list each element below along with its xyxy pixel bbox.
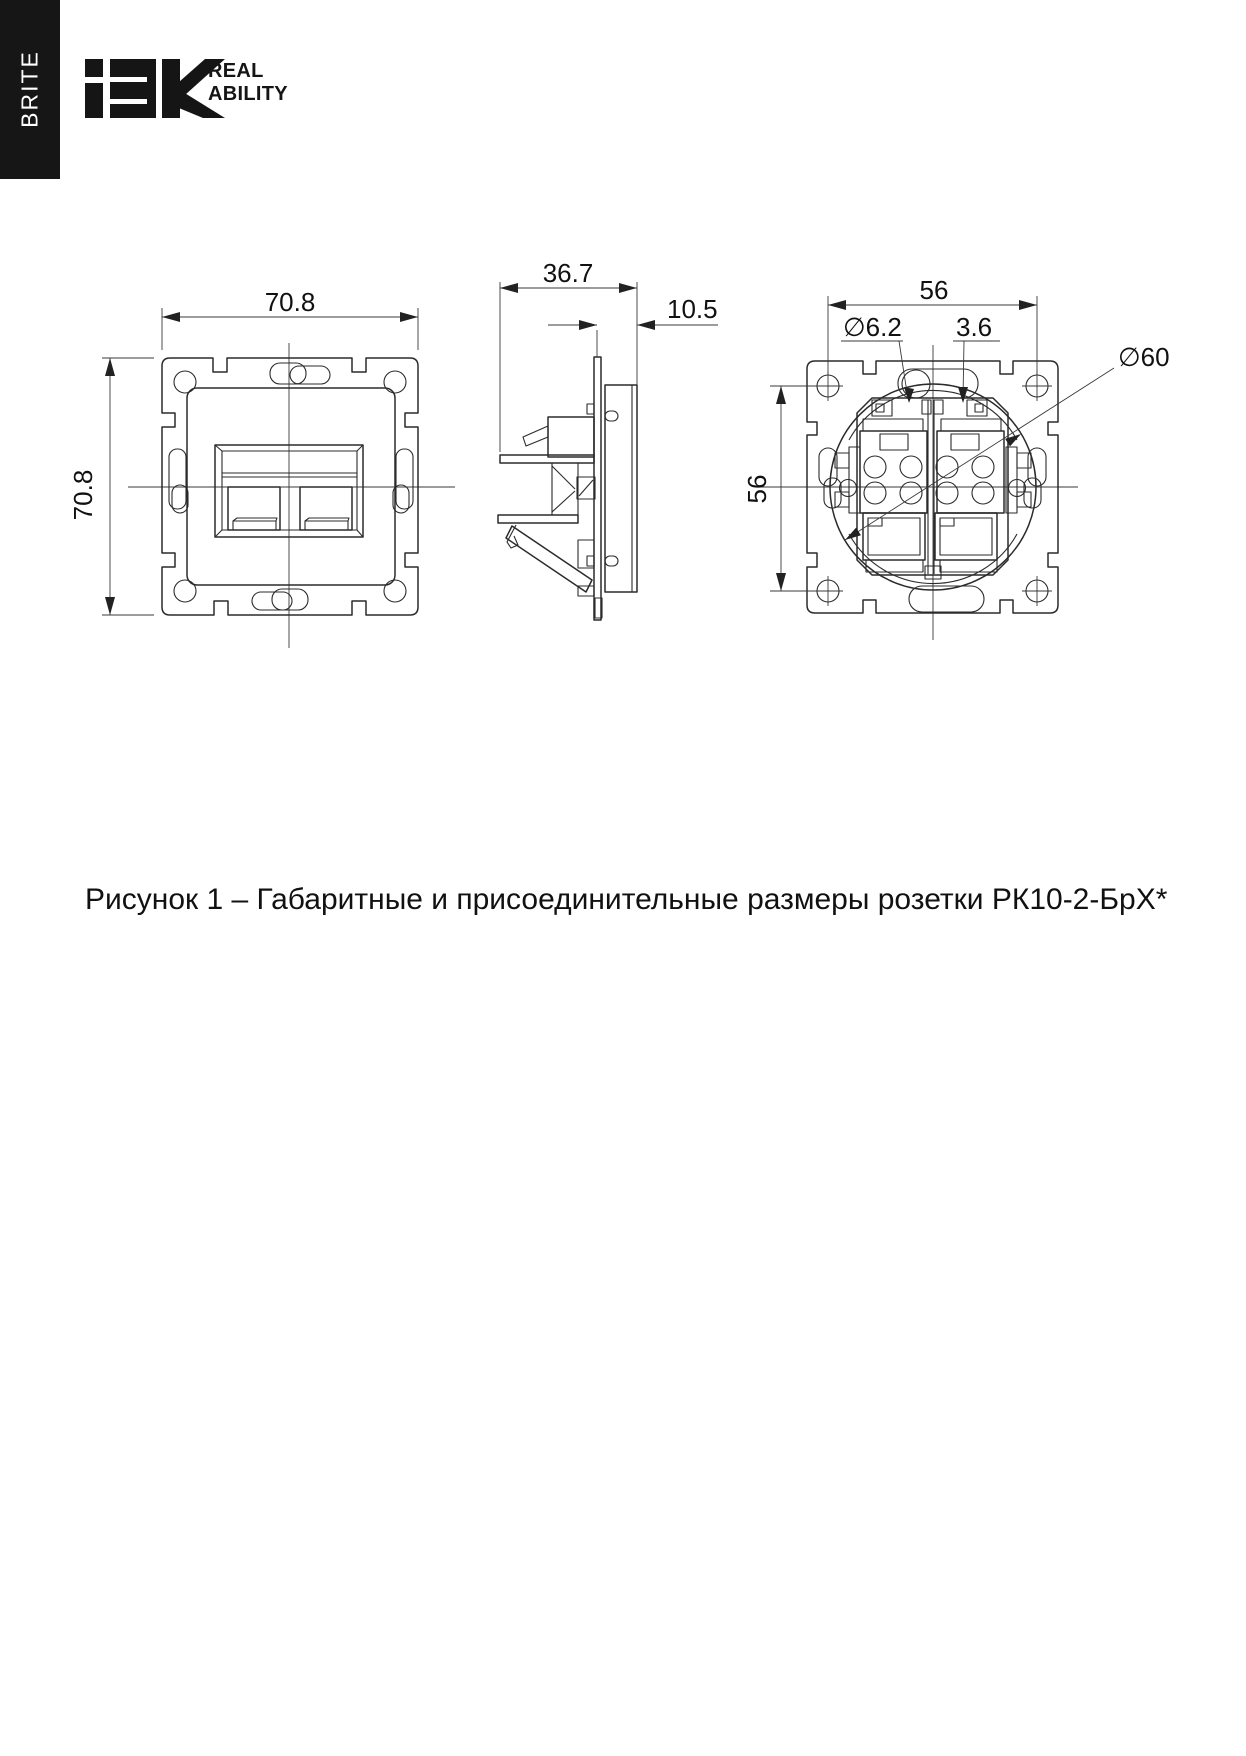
side-depth-dimension [500, 258, 637, 452]
rear-width-dim-label: 56 [919, 275, 949, 305]
rear-slot-label: 3.6 [956, 312, 993, 342]
rear-hole-dia-label: ∅6.2 [843, 312, 902, 342]
front-width-dim-label: 70.8 [264, 287, 316, 317]
series-label: BRITE [16, 50, 43, 128]
rear-circle-dia-label: ∅60 [1118, 342, 1170, 372]
rear-height-dimension [742, 386, 816, 591]
figure-caption: Рисунок 1 – Габаритные и присоединительные размеры розетки РК10-2-БрХ* [85, 883, 1168, 916]
side-depth-dim-label: 36.7 [542, 258, 594, 288]
front-frame-outline [162, 358, 418, 615]
side-view [430, 258, 718, 620]
front-face-plate [187, 388, 395, 585]
logo-tagline-line2: ABILITY [208, 83, 288, 105]
side-offset-dimension [548, 294, 718, 357]
front-view [68, 287, 455, 648]
front-screw-holes [174, 371, 406, 602]
rear-height-dim-label: 56 [742, 474, 772, 504]
rear-view [742, 275, 1170, 640]
front-height-dim-label: 70.8 [68, 469, 98, 521]
front-width-dimension [162, 287, 418, 350]
rear-terminal-holes [864, 456, 994, 504]
side-offset-dim-label: 10.5 [667, 294, 718, 324]
logo-tagline-line1: REAL [208, 60, 264, 82]
front-height-dimension [68, 358, 154, 615]
